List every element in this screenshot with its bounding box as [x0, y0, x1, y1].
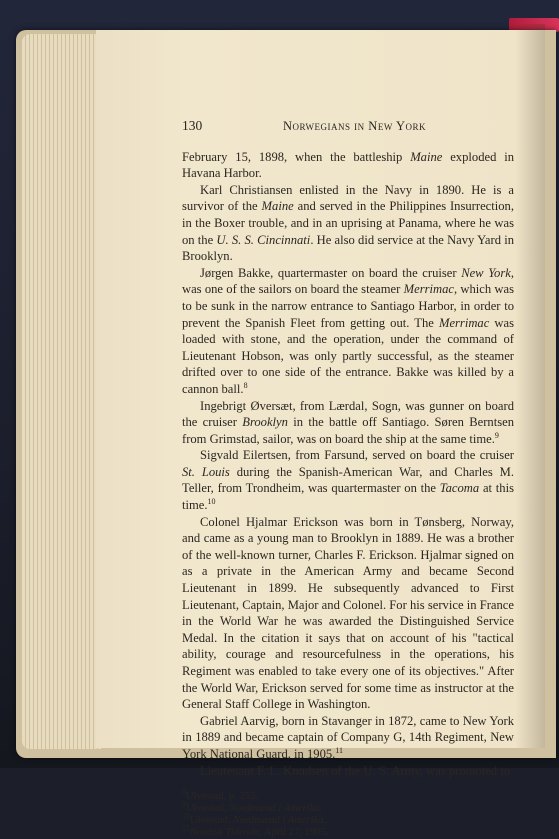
footnote-10: $^{10}$Ulvestad, Nordmænd i Amerika.: [182, 811, 327, 827]
footnote-11: $^{11}$Nordisk Tidende, April 27, 1905.: [182, 823, 329, 839]
page-number: 130: [182, 118, 203, 133]
paragraph-7: Gabriel Aarvig, born in Stavanger in 1872, came to New York in 1889 and became captain of Company G, 14th Regiment, New York National Guard, in 1905.11: [182, 713, 514, 761]
paragraph-6: Colonel Hjalmar Erickson was born in Tønsberg, Norway, and came as a young man to Brooklyn in 1889. He was a brother of the well-known turner, Charles F. Erickson. Hjalmar signed on as a private in the American Army and became Second Lieutenant in 1899. He subsequently advanced to First Lieutenant, Captain, Major and Colonel. For his service in France in the World War he was awarded the Distinguished Service Medal. In the citation it says that on account of his "tactical ability, courage and resourcefulness in the operations, his Regiment was enabled to take every one of its objectives." After the World War, Erickson served for some time as instructor at the General Staff College in Washington.: [182, 514, 514, 712]
page-gutter-shadow: [515, 24, 545, 748]
footnote-ref: 10: [207, 496, 216, 506]
footnote-ref: 8: [243, 380, 248, 390]
paragraph-4: Ingebrigt Øversæt, from Lærdal, Sogn, was gunner on board the cruiser Brooklyn in the battle off Santiago. Søren Berntsen from Grimstad, sailor, was on board the ship at the same time.$^9$: [182, 398, 514, 446]
footnote-8: $^8$Ulvestad, p. 253.: [182, 787, 259, 803]
footnotes: [182, 787, 514, 839]
footnote-9: $^9$Ulvestad, Nordmænd i Amerika.: [182, 799, 323, 815]
page-header: [182, 118, 514, 135]
page-edges: [22, 34, 102, 749]
page-text: [182, 118, 514, 839]
footnote-ref: 11: [335, 745, 344, 755]
paragraph-8: Lieutenant F. L. Knudsen of the U. S. Army, was promoted to: [200, 763, 511, 778]
paragraph-2: Karl Christiansen enlisted in the Navy in 1890. He is a survivor of the Maine and served in the Philippines Insurrection, in the Boxer trouble, and in an uprising at Panama, where he was on the U. S. S. Cincinnati. He also did service at the Navy Yard in Brooklyn.: [182, 182, 514, 264]
paragraph-1: February 15, 1898, when the battleship Maine exploded in Havana Harbor.: [182, 149, 515, 181]
footnote-ref: 9: [494, 430, 499, 440]
paragraph-3: Jørgen Bakke, quartermaster on board the cruiser New York, was one of the sailors on board the steamer Merrimac, which was to be sunk in the narrow entrance to Santiago Harbor, in order to prevent the Spanish Fleet from getting out. The Merrimac was loaded with stone, and the operation, under the command of Lieutenant Hobson, was only partly successful, as the steamer drifted over to one side of the entrance. Bakke was killed by a cannon ball.$^8$: [182, 265, 514, 396]
paragraph-5: Sigvald Eilertsen, from Farsund, served on board the cruiser St. Louis during the Spanish-American War, and Charles M. Teller, from Trondheim, was quartermaster on the Tacoma at this time.$^{10}$: [182, 448, 514, 513]
running-title: Norwegians in New York: [283, 119, 426, 133]
